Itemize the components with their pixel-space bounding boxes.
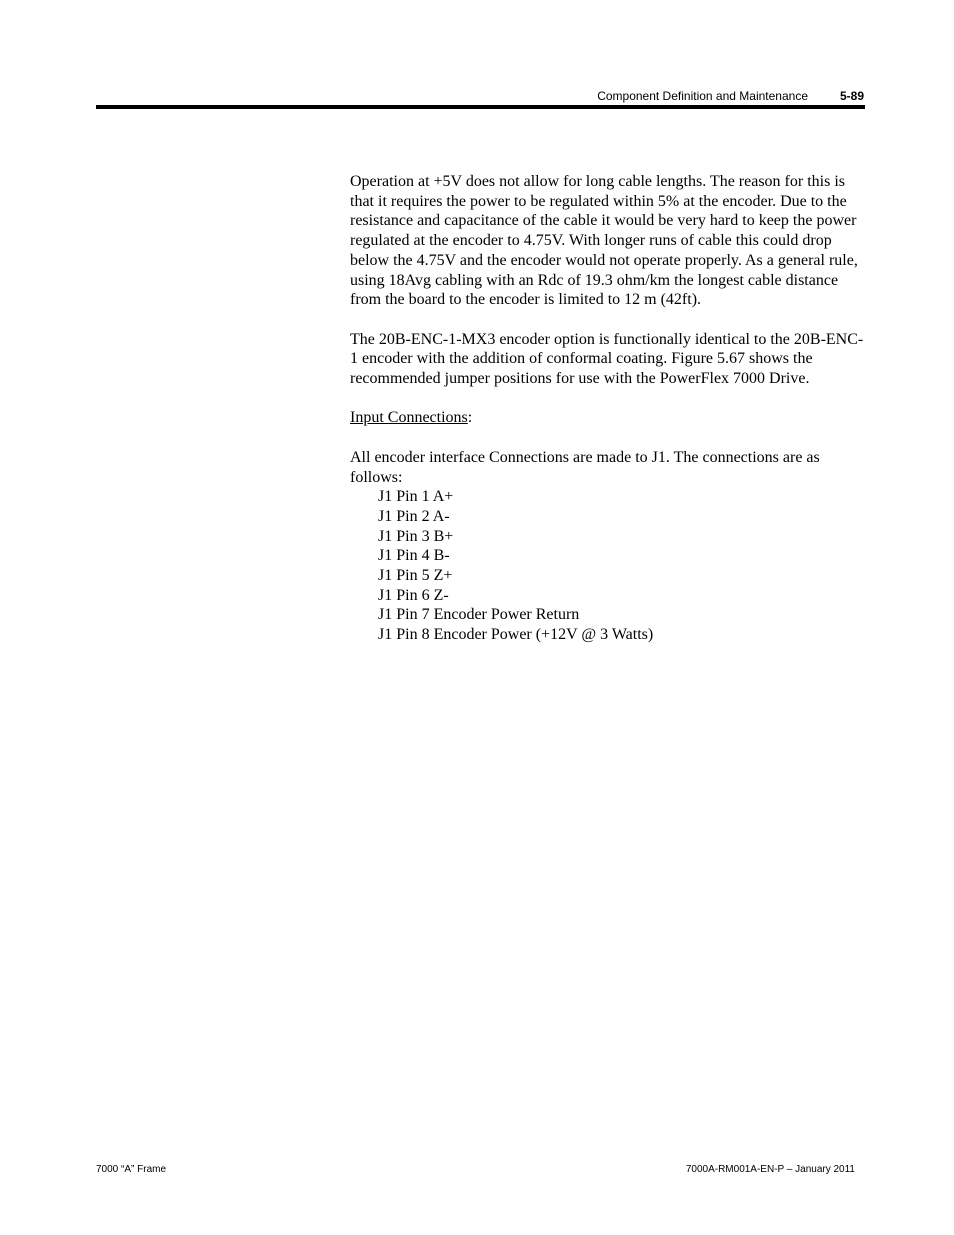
footer-product-name: 7000 “A” Frame bbox=[96, 1164, 167, 1175]
page-header bbox=[96, 88, 864, 106]
pin-item: J1 Pin 4 B- bbox=[378, 547, 450, 565]
page-body bbox=[350, 172, 865, 645]
pin-item: J1 Pin 3 B+ bbox=[378, 527, 454, 545]
paragraph-encoder-option: The 20B-ENC-1-MX3 encoder option is functionally identical to the 20B-ENC-1 encoder with the addition of conformal coating. Figure 5.67 shows the recommended jumper positions for use with the PowerFlex 7000 Drive. bbox=[350, 330, 864, 388]
paragraph-cable-length: Operation at +5V does not allow for long cable lengths. The reason for this is that it requires the power to be regulated within 5% at the encoder. Due to the resistance and capacitance of the cable it would be very hard to keep the power regulated at the encoder to 4.75V. With longer runs of cable this could drop below the 4.75V and the encoder would not operate properly. As a general rule, using 18Avg cabling with an Rdc of 19.3 ohm/km the longest cable distance from the board to the encoder is limited to 12 m (42ft). bbox=[350, 173, 858, 309]
pin-item: J1 Pin 7 Encoder Power Return bbox=[378, 606, 580, 624]
pin-item: J1 Pin 6 Z- bbox=[378, 586, 449, 604]
pin-item: J1 Pin 2 A- bbox=[378, 507, 450, 525]
header-divider bbox=[96, 105, 865, 109]
connections-intro: All encoder interface Connections are made to J1. The connections are as follows: bbox=[350, 448, 820, 486]
pin-item: J1 Pin 1 A+ bbox=[378, 488, 454, 506]
input-connections-heading bbox=[350, 408, 865, 428]
pin-list bbox=[350, 487, 865, 645]
header-page-number: 5-89 bbox=[839, 89, 864, 103]
pin-item: J1 Pin 5 Z+ bbox=[378, 567, 453, 585]
pin-item: J1 Pin 8 Encoder Power (+12V @ 3 Watts) bbox=[378, 626, 654, 644]
input-connections-heading-colon: : bbox=[467, 409, 473, 427]
header-section-title: Component Definition and Maintenance bbox=[597, 89, 808, 103]
input-connections-heading-text: Input Connections bbox=[350, 409, 468, 427]
footer-publication-id: 7000A-RM001A-EN-P – January 2011 bbox=[685, 1164, 855, 1175]
